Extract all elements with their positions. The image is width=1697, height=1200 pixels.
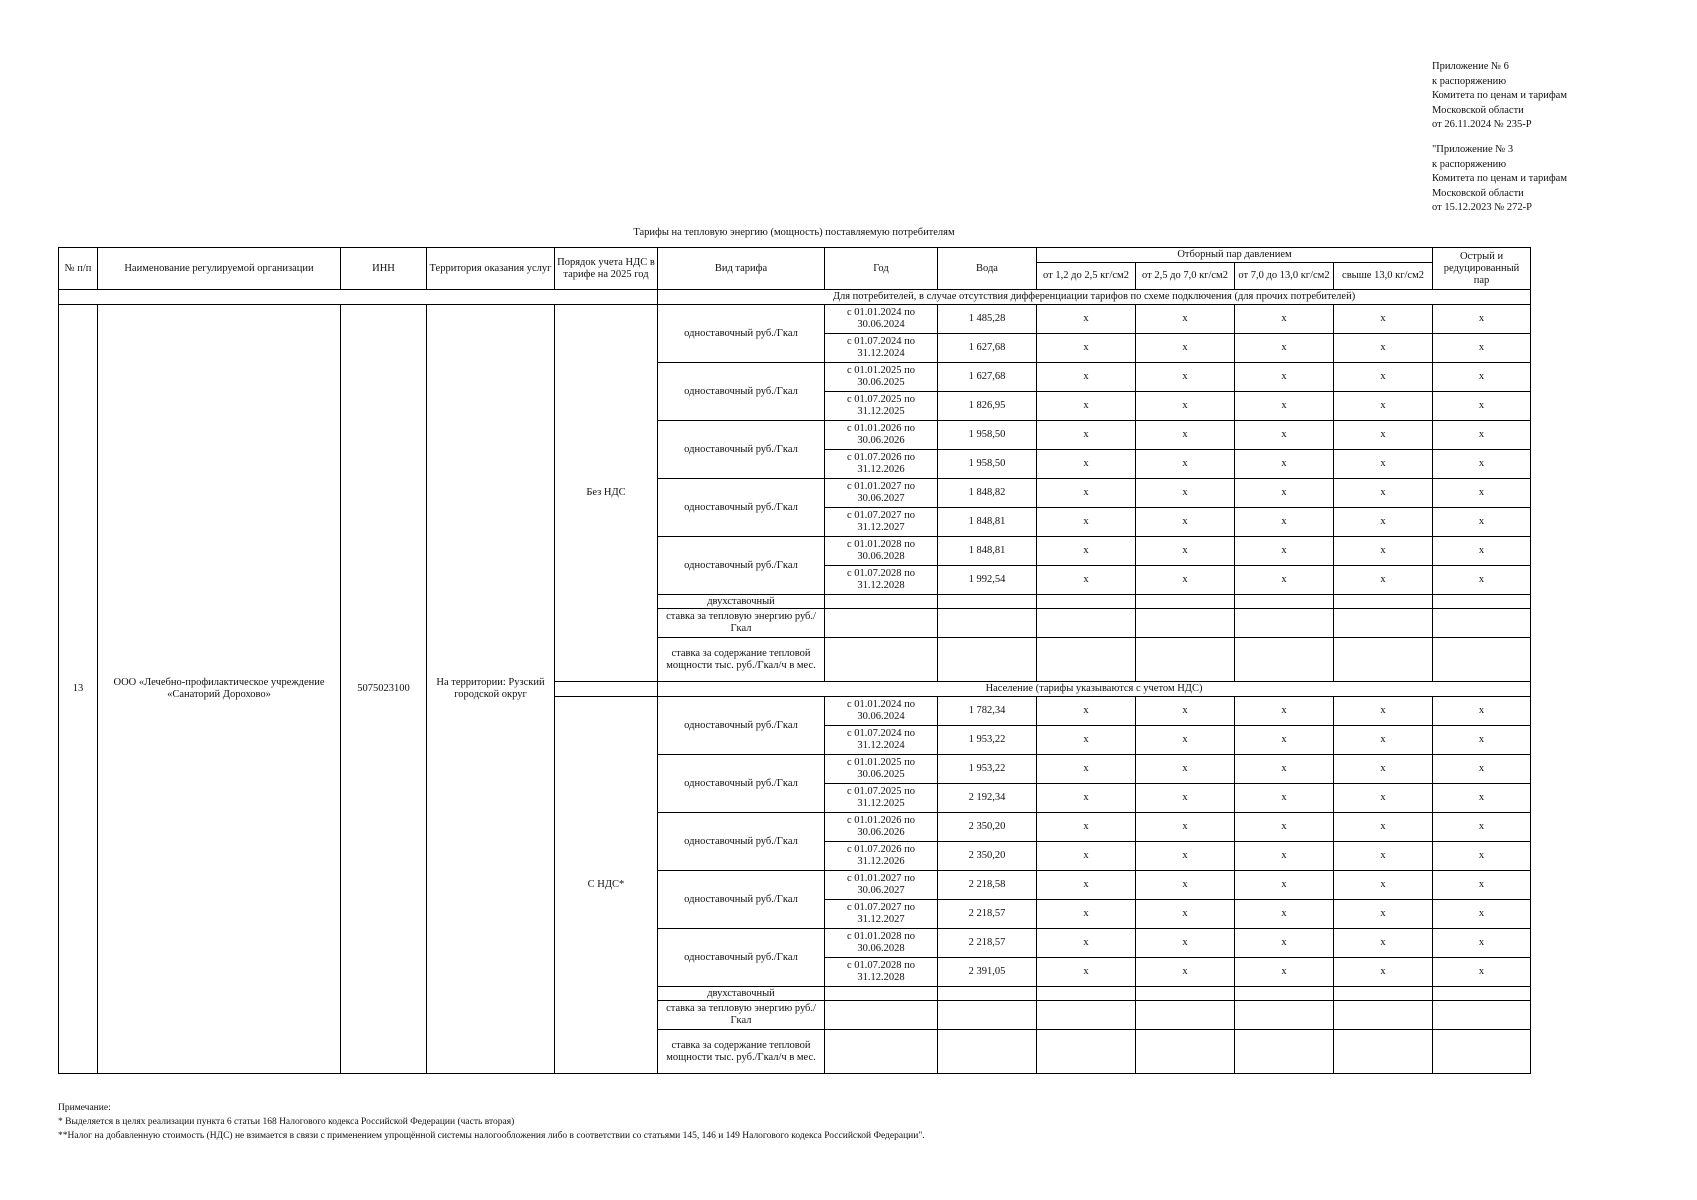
not-applicable-mark: x — [1235, 421, 1334, 450]
appendix-line: Комитета по ценам и тарифам — [1432, 173, 1567, 184]
not-applicable-mark: x — [1037, 392, 1136, 421]
header-sharp-steam: Острый и редуцированный пар — [1433, 248, 1531, 290]
not-applicable-mark: x — [1136, 842, 1235, 871]
empty-cell — [825, 595, 938, 609]
header-row — [59, 248, 1531, 263]
water-value: 2 218,57 — [938, 929, 1037, 958]
tariff-type-single: одноставочный руб./Гкал — [658, 697, 825, 755]
water-value: 2 218,58 — [938, 871, 1037, 900]
note-vat-exemption: **Налог на добавленную стоимость (НДС) не взимается в связи с применением упрощённой системы налогообложения либо в соответствии со статьями 145, 146 и 149 Налогового кодекса Российской Федерации". — [58, 1131, 925, 1141]
not-applicable-mark: x — [1433, 479, 1531, 508]
empty-cell — [1334, 638, 1433, 682]
tariff-type-single: одноставочный руб./Гкал — [658, 755, 825, 813]
note-vat-allocation: * Выделяется в целях реализации пункта 6 статьи 168 Налогового кодекса Российской Федерации (часть вторая) — [58, 1117, 515, 1127]
water-value: 1 485,28 — [938, 305, 1037, 334]
tariff-type-single: одноставочный руб./Гкал — [658, 479, 825, 537]
not-applicable-mark: x — [1136, 900, 1235, 929]
header-vat-order: Порядок учета НДС в тарифе на 2025 год — [555, 248, 658, 290]
empty-cell — [1235, 987, 1334, 1001]
not-applicable-mark: x — [1136, 363, 1235, 392]
not-applicable-mark: x — [1433, 697, 1531, 726]
not-applicable-mark: x — [1136, 450, 1235, 479]
not-applicable-mark: x — [1235, 537, 1334, 566]
not-applicable-mark: x — [1334, 479, 1433, 508]
water-value: 2 192,34 — [938, 784, 1037, 813]
not-applicable-mark: x — [1136, 537, 1235, 566]
not-applicable-mark: x — [1433, 929, 1531, 958]
not-applicable-mark: x — [1136, 479, 1235, 508]
tariff-type-two-part: двухставочный — [658, 595, 825, 609]
period-cell: с 01.07.2024 по 31.12.2024 — [825, 334, 938, 363]
not-applicable-mark: x — [1235, 842, 1334, 871]
not-applicable-mark: x — [1334, 392, 1433, 421]
header-pressure-3: от 7,0 до 13,0 кг/см2 — [1235, 263, 1334, 290]
empty-cell — [1433, 987, 1531, 1001]
not-applicable-mark: x — [1334, 958, 1433, 987]
tariff-type-single: одноставочный руб./Гкал — [658, 813, 825, 871]
tariff-type-energy-rate: ставка за тепловую энергию руб./Гкал — [658, 609, 825, 638]
not-applicable-mark: x — [1235, 697, 1334, 726]
appendix-previous-reference — [1432, 143, 1567, 216]
empty-cell — [1334, 1030, 1433, 1074]
not-applicable-mark: x — [1235, 900, 1334, 929]
period-cell: с 01.01.2028 по 30.06.2028 — [825, 929, 938, 958]
not-applicable-mark: x — [1037, 566, 1136, 595]
water-value: 1 627,68 — [938, 334, 1037, 363]
not-applicable-mark: x — [1334, 305, 1433, 334]
not-applicable-mark: x — [1037, 929, 1136, 958]
not-applicable-mark: x — [1235, 755, 1334, 784]
appendix-line: к распоряжению — [1432, 75, 1507, 87]
appendix-line: от 26.11.2024 № 235-Р — [1432, 119, 1532, 130]
header-pressure-4: свыше 13,0 кг/см2 — [1334, 263, 1433, 290]
period-cell: с 01.07.2028 по 31.12.2028 — [825, 566, 938, 595]
header-pressure-1: от 1,2 до 2,5 кг/см2 — [1037, 263, 1136, 290]
appendix-current-reference — [1432, 60, 1567, 133]
water-value: 1 953,22 — [938, 726, 1037, 755]
not-applicable-mark: x — [1433, 305, 1531, 334]
header-water: Вода — [938, 248, 1037, 290]
not-applicable-mark: x — [1433, 958, 1531, 987]
water-value: 1 848,81 — [938, 537, 1037, 566]
empty-cell — [825, 638, 938, 682]
not-applicable-mark: x — [1235, 813, 1334, 842]
water-value: 2 218,57 — [938, 900, 1037, 929]
not-applicable-mark: x — [1433, 450, 1531, 479]
not-applicable-mark: x — [1433, 508, 1531, 537]
period-cell: с 01.01.2025 по 30.06.2025 — [825, 363, 938, 392]
not-applicable-mark: x — [1037, 755, 1136, 784]
water-value: 1 627,68 — [938, 363, 1037, 392]
not-applicable-mark: x — [1136, 566, 1235, 595]
period-cell: с 01.01.2024 по 30.06.2024 — [825, 305, 938, 334]
water-value: 2 391,05 — [938, 958, 1037, 987]
not-applicable-mark: x — [1334, 726, 1433, 755]
not-applicable-mark: x — [1235, 871, 1334, 900]
water-value: 1 826,95 — [938, 392, 1037, 421]
period-cell: с 01.01.2027 по 30.06.2027 — [825, 871, 938, 900]
not-applicable-mark: x — [1334, 508, 1433, 537]
not-applicable-mark: x — [1235, 784, 1334, 813]
water-value: 2 350,20 — [938, 813, 1037, 842]
org-number: 13 — [59, 305, 98, 1074]
empty-cell — [938, 987, 1037, 1001]
not-applicable-mark: x — [1235, 508, 1334, 537]
not-applicable-mark: x — [1037, 421, 1136, 450]
org-territory: На территории: Рузский городской округ — [427, 305, 555, 1074]
water-value: 2 350,20 — [938, 842, 1037, 871]
empty-cell — [938, 609, 1037, 638]
not-applicable-mark: x — [1136, 697, 1235, 726]
period-cell: с 01.07.2028 по 31.12.2028 — [825, 958, 938, 987]
not-applicable-mark: x — [1235, 726, 1334, 755]
not-applicable-mark: x — [1037, 900, 1136, 929]
tariff-type-two-part: двухставочный — [658, 987, 825, 1001]
not-applicable-mark: x — [1433, 421, 1531, 450]
not-applicable-mark: x — [1037, 479, 1136, 508]
water-value: 1 992,54 — [938, 566, 1037, 595]
section-spacer — [59, 290, 658, 305]
notes — [58, 1101, 925, 1143]
header-territory: Территория оказания услуг — [427, 248, 555, 290]
tariff-type-single: одноставочный руб./Гкал — [658, 871, 825, 929]
empty-cell — [825, 1001, 938, 1030]
not-applicable-mark: x — [1037, 958, 1136, 987]
not-applicable-mark: x — [1433, 784, 1531, 813]
empty-cell — [1037, 987, 1136, 1001]
header-pressure-2: от 2,5 до 7,0 кг/см2 — [1136, 263, 1235, 290]
tariff-type-single: одноставочный руб./Гкал — [658, 363, 825, 421]
period-cell: с 01.07.2025 по 31.12.2025 — [825, 392, 938, 421]
tariff-type-power-rate: ставка за содержание тепловой мощности тыс. руб./Гкал/ч в мес. — [658, 1030, 825, 1074]
section-row-other-consumers — [59, 290, 1531, 305]
water-value: 1 953,22 — [938, 755, 1037, 784]
period-cell: с 01.01.2024 по 30.06.2024 — [825, 697, 938, 726]
period-cell: с 01.07.2027 по 31.12.2027 — [825, 508, 938, 537]
not-applicable-mark: x — [1433, 726, 1531, 755]
empty-cell — [938, 595, 1037, 609]
not-applicable-mark: x — [1235, 479, 1334, 508]
tariff-type-energy-rate: ставка за тепловую энергию руб./Гкал — [658, 1001, 825, 1030]
tariff-type-single: одноставочный руб./Гкал — [658, 421, 825, 479]
not-applicable-mark: x — [1136, 305, 1235, 334]
not-applicable-mark: x — [1433, 755, 1531, 784]
period-cell: с 01.07.2025 по 31.12.2025 — [825, 784, 938, 813]
appendix-line: "Приложение № 3 — [1432, 144, 1514, 155]
not-applicable-mark: x — [1136, 755, 1235, 784]
not-applicable-mark: x — [1037, 334, 1136, 363]
org-inn: 5075023100 — [341, 305, 427, 1074]
empty-cell — [1037, 638, 1136, 682]
not-applicable-mark: x — [1334, 363, 1433, 392]
not-applicable-mark: x — [1235, 305, 1334, 334]
empty-cell — [1334, 595, 1433, 609]
not-applicable-mark: x — [1334, 813, 1433, 842]
not-applicable-mark: x — [1037, 363, 1136, 392]
water-value: 1 958,50 — [938, 450, 1037, 479]
empty-cell — [1433, 1001, 1531, 1030]
tariff-row — [59, 305, 1531, 334]
not-applicable-mark: x — [1037, 537, 1136, 566]
not-applicable-mark: x — [1136, 726, 1235, 755]
not-applicable-mark: x — [1136, 871, 1235, 900]
empty-cell — [938, 638, 1037, 682]
not-applicable-mark: x — [1433, 566, 1531, 595]
empty-cell — [825, 987, 938, 1001]
period-cell: с 01.01.2027 по 30.06.2027 — [825, 479, 938, 508]
not-applicable-mark: x — [1334, 450, 1433, 479]
appendix-line: от 15.12.2023 № 272-Р — [1432, 202, 1532, 213]
empty-cell — [1334, 609, 1433, 638]
empty-cell — [938, 1030, 1037, 1074]
not-applicable-mark: x — [1334, 871, 1433, 900]
not-applicable-mark: x — [1136, 421, 1235, 450]
empty-cell — [938, 1001, 1037, 1030]
not-applicable-mark: x — [1334, 929, 1433, 958]
not-applicable-mark: x — [1037, 508, 1136, 537]
not-applicable-mark: x — [1037, 813, 1136, 842]
not-applicable-mark: x — [1334, 784, 1433, 813]
not-applicable-mark: x — [1334, 697, 1433, 726]
empty-cell — [1235, 1001, 1334, 1030]
not-applicable-mark: x — [1037, 784, 1136, 813]
empty-cell — [1235, 609, 1334, 638]
not-applicable-mark: x — [1136, 813, 1235, 842]
not-applicable-mark: x — [1136, 334, 1235, 363]
empty-cell — [1334, 1001, 1433, 1030]
not-applicable-mark: x — [1235, 334, 1334, 363]
section-spacer — [555, 682, 658, 697]
not-applicable-mark: x — [1235, 929, 1334, 958]
appendix-line: Приложение № 6 — [1432, 61, 1509, 72]
vat-order-cell: С НДС* — [555, 697, 658, 1074]
empty-cell — [825, 1030, 938, 1074]
not-applicable-mark: x — [1334, 537, 1433, 566]
tariff-type-single: одноставочный руб./Гкал — [658, 537, 825, 595]
not-applicable-mark: x — [1433, 871, 1531, 900]
not-applicable-mark: x — [1334, 755, 1433, 784]
empty-cell — [1136, 1030, 1235, 1074]
not-applicable-mark: x — [1334, 842, 1433, 871]
period-cell: с 01.07.2026 по 31.12.2026 — [825, 450, 938, 479]
empty-cell — [1136, 1001, 1235, 1030]
tariff-type-power-rate: ставка за содержание тепловой мощности тыс. руб./Гкал/ч в мес. — [658, 638, 825, 682]
not-applicable-mark: x — [1433, 537, 1531, 566]
not-applicable-mark: x — [1037, 450, 1136, 479]
not-applicable-mark: x — [1433, 900, 1531, 929]
appendix-line: Комитета по ценам и тарифам — [1432, 90, 1567, 101]
not-applicable-mark: x — [1136, 508, 1235, 537]
period-cell: с 01.01.2025 по 30.06.2025 — [825, 755, 938, 784]
not-applicable-mark: x — [1334, 566, 1433, 595]
not-applicable-mark: x — [1433, 813, 1531, 842]
period-cell: с 01.01.2028 по 30.06.2028 — [825, 537, 938, 566]
appendix-line: Московской области — [1432, 104, 1524, 116]
document-title: Тарифы на тепловую энергию (мощность) поставляемую потребителям — [633, 227, 955, 238]
not-applicable-mark: x — [1235, 450, 1334, 479]
org-name: ООО «Лечебно-профилактическое учреждение «Санаторий Дорохово» — [98, 305, 341, 1074]
water-value: 1 958,50 — [938, 421, 1037, 450]
not-applicable-mark: x — [1235, 363, 1334, 392]
tariff-table — [58, 247, 1531, 1074]
appendix-line: Московской области — [1432, 187, 1524, 199]
not-applicable-mark: x — [1433, 842, 1531, 871]
not-applicable-mark: x — [1334, 421, 1433, 450]
empty-cell — [1235, 638, 1334, 682]
not-applicable-mark: x — [1037, 697, 1136, 726]
empty-cell — [1037, 1030, 1136, 1074]
tariff-type-single: одноставочный руб./Гкал — [658, 929, 825, 987]
period-cell: с 01.01.2026 по 30.06.2026 — [825, 421, 938, 450]
not-applicable-mark: x — [1433, 334, 1531, 363]
empty-cell — [1037, 609, 1136, 638]
section-other-consumers: Для потребителей, в случае отсутствия дифференциации тарифов по схеме подключения (для прочих потребителей) — [658, 290, 1531, 305]
empty-cell — [1136, 609, 1235, 638]
empty-cell — [1433, 638, 1531, 682]
water-value: 1 782,34 — [938, 697, 1037, 726]
not-applicable-mark: x — [1433, 392, 1531, 421]
not-applicable-mark: x — [1235, 392, 1334, 421]
empty-cell — [825, 609, 938, 638]
not-applicable-mark: x — [1433, 363, 1531, 392]
notes-heading: Примечание: — [58, 1103, 111, 1113]
water-value: 1 848,82 — [938, 479, 1037, 508]
not-applicable-mark: x — [1136, 929, 1235, 958]
not-applicable-mark: x — [1037, 871, 1136, 900]
not-applicable-mark: x — [1136, 392, 1235, 421]
not-applicable-mark: x — [1037, 842, 1136, 871]
tariff-table-body — [59, 248, 1531, 1074]
header-organization: Наименование регулируемой организации — [98, 248, 341, 290]
not-applicable-mark: x — [1037, 726, 1136, 755]
empty-cell — [1136, 987, 1235, 1001]
header-year: Год — [825, 248, 938, 290]
tariff-type-single: одноставочный руб./Гкал — [658, 305, 825, 363]
not-applicable-mark: x — [1136, 958, 1235, 987]
period-cell: с 01.07.2024 по 31.12.2024 — [825, 726, 938, 755]
empty-cell — [1136, 638, 1235, 682]
header-inn: ИНН — [341, 248, 427, 290]
empty-cell — [1037, 595, 1136, 609]
header-steam: Отборный пар давлением — [1037, 248, 1433, 263]
not-applicable-mark: x — [1136, 784, 1235, 813]
water-value: 1 848,81 — [938, 508, 1037, 537]
empty-cell — [1433, 609, 1531, 638]
empty-cell — [1037, 1001, 1136, 1030]
empty-cell — [1433, 1030, 1531, 1074]
not-applicable-mark: x — [1235, 566, 1334, 595]
period-cell: с 01.01.2026 по 30.06.2026 — [825, 813, 938, 842]
period-cell: с 01.07.2027 по 31.12.2027 — [825, 900, 938, 929]
empty-cell — [1433, 595, 1531, 609]
empty-cell — [1334, 987, 1433, 1001]
header-tariff-type: Вид тарифа — [658, 248, 825, 290]
not-applicable-mark: x — [1037, 305, 1136, 334]
not-applicable-mark: x — [1334, 334, 1433, 363]
empty-cell — [1235, 595, 1334, 609]
appendix-line: к распоряжению — [1432, 158, 1507, 170]
empty-cell — [1136, 595, 1235, 609]
section-population: Население (тарифы указываются с учетом НДС) — [658, 682, 1531, 697]
not-applicable-mark: x — [1334, 900, 1433, 929]
not-applicable-mark: x — [1235, 958, 1334, 987]
empty-cell — [1235, 1030, 1334, 1074]
vat-order-cell: Без НДС — [555, 305, 658, 682]
header-number: № п/п — [59, 248, 98, 290]
period-cell: с 01.07.2026 по 31.12.2026 — [825, 842, 938, 871]
